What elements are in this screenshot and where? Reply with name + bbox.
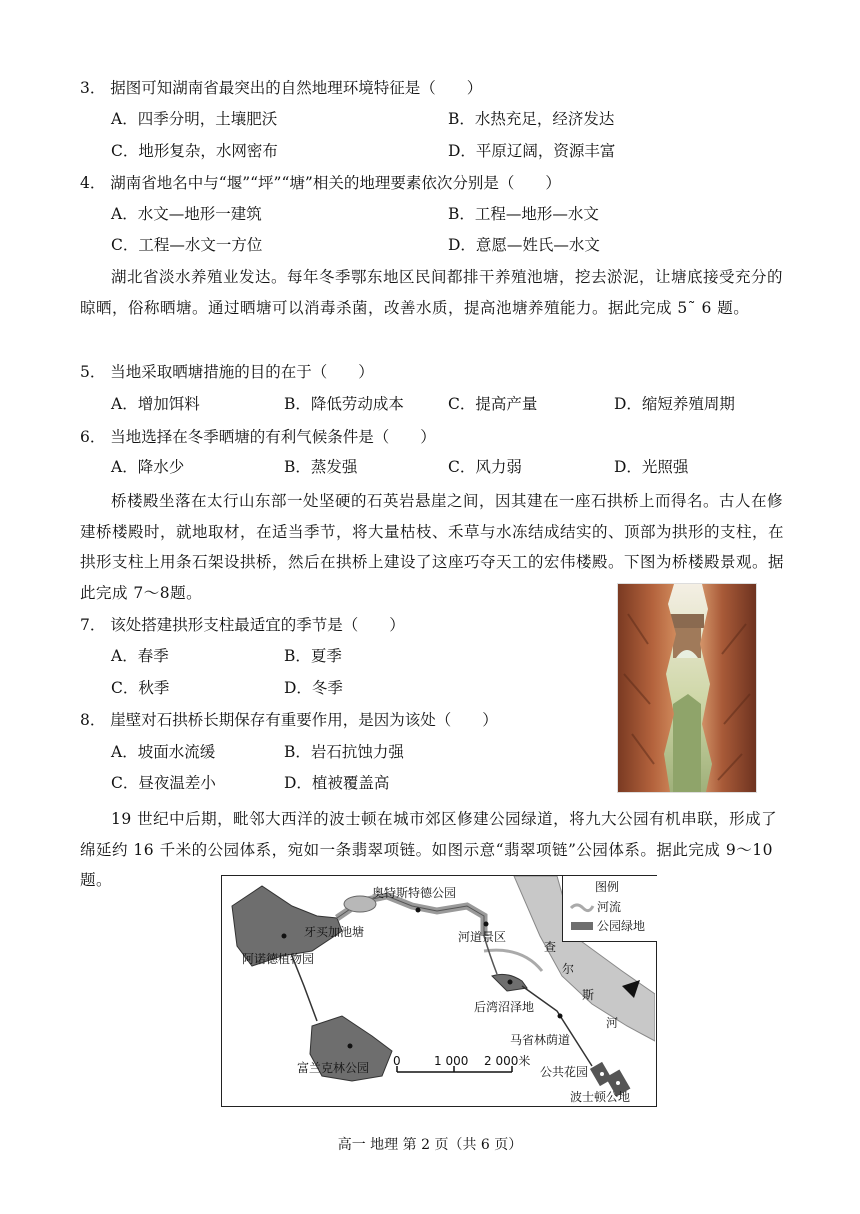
label-back-bay-fens: 后湾沼泽地 bbox=[474, 1000, 535, 1014]
legend-title: 图例 bbox=[595, 880, 620, 894]
q4-option-a: A．水文—地形一建筑 bbox=[111, 205, 262, 223]
q8-option-c: C．昼夜温差小 bbox=[111, 774, 216, 792]
q3-option-b: B．水热充足，经济发达 bbox=[448, 110, 615, 128]
q3-option-d: D．平原辽阔，资源丰富 bbox=[448, 142, 616, 160]
q5-option-c: C．提高产量 bbox=[448, 395, 538, 413]
q6-option-d: D．光照强 bbox=[614, 458, 689, 476]
label-olmsted-park: 奥特斯特德公园 bbox=[372, 886, 457, 900]
label-arnold-arboretum: 阿诺德植物园 bbox=[242, 952, 315, 966]
q6-option-b: B．蒸发强 bbox=[284, 458, 358, 476]
label-river-char-3: 斯 bbox=[582, 988, 595, 1002]
label-river-char-1: 查 bbox=[544, 940, 557, 954]
q5-stem: 5． 当地采取晒塘措施的目的在于（ ） bbox=[80, 363, 374, 381]
q7-option-b: B．夏季 bbox=[284, 647, 342, 665]
q5-option-b: B．降低劳动成本 bbox=[284, 395, 404, 413]
label-jamaica-pond: 牙买加池塘 bbox=[304, 925, 365, 939]
scale-label-2000: 2 000米 bbox=[484, 1054, 531, 1068]
q6-option-a: A．降水少 bbox=[111, 458, 185, 476]
q4-option-b: B．工程—地形—水文 bbox=[448, 205, 599, 223]
label-riverway: 河道景区 bbox=[458, 930, 507, 944]
label-boston-common: 波士顿公地 bbox=[570, 1090, 631, 1104]
label-public-garden: 公共花园 bbox=[540, 1065, 589, 1079]
passage-pond-drying: 湖北省淡水养殖业发达。每年冬季鄂东地区民间都排干养殖池塘，挖去淤泥，让塘底接受充分的晾晒，俗称晒塘。通过晒塘可以消毒杀菌，改善水质，提高池塘养殖能力。据此完成 5˜ 6 题。 bbox=[80, 268, 784, 317]
page-footer: 高一 地理 第 2 页（共 6 页） bbox=[337, 1137, 523, 1153]
q5-option-d: D．缩短养殖周期 bbox=[614, 395, 735, 413]
passage-bridge-hall: 桥楼殿坐落在太行山东部一处坚硬的石英岩悬崖之间，因其建在一座石拱桥上而得名。古人在修建桥楼殿时，就地取材，在适当季节，将大量枯枝、禾草与水冻结成结实的、顶部为拱形的支柱，在拱形支柱上用条石架设拱桥，然后在拱桥上建设了这座巧夺天工的宏伟楼殿。下图为桥楼殿景观。据此完成 7～8题。 bbox=[80, 492, 785, 602]
label-river-char-2: 尔 bbox=[562, 962, 575, 976]
label-river-char-4: 河 bbox=[606, 1016, 619, 1030]
q3-option-a: A．四季分明，土壤肥沃 bbox=[111, 110, 278, 128]
q4-option-d: D．意愿—姓氏—水文 bbox=[448, 236, 600, 254]
map-legend bbox=[562, 876, 657, 942]
q7-stem: 7． 该处搭建拱形支柱最适宜的季节是（ ） bbox=[80, 616, 405, 634]
q3-option-c: C．地形复杂，水网密布 bbox=[111, 142, 278, 160]
bridge-hall-photo bbox=[617, 583, 757, 793]
scale-label-0: 0 bbox=[393, 1054, 401, 1068]
q4-stem: 4． 湖南省地名中与“堰”“坪”“塘”相关的地理要素依次分别是（ ） bbox=[80, 174, 561, 192]
passage-emerald-necklace: 19 世纪中后期，毗邻大西洋的波士顿在城市郊区修建公园绿道，将九大公园有机串联，形成了绵延约 16 千米的公园体系，宛如一条翡翠项链。如图示意“翡翠项链”公园体系。据此完成 9～10 题。 bbox=[80, 810, 778, 889]
q6-stem: 6． 当地选择在冬季晒塘的有利气候条件是（ ） bbox=[80, 428, 436, 446]
scale-label-1000: 1 000 bbox=[434, 1054, 469, 1068]
q7-option-a: A．春季 bbox=[111, 647, 169, 665]
q3-stem: 3． 据图可知湖南省最突出的自然地理环境特征是（ ） bbox=[80, 79, 483, 97]
label-commonwealth-mall: 马省林荫道 bbox=[510, 1033, 571, 1047]
emerald-necklace-map bbox=[221, 875, 657, 1107]
legend-park: 公园绿地 bbox=[597, 919, 646, 933]
q8-option-d: D．植被覆盖高 bbox=[284, 774, 390, 792]
q7-option-c: C．秋季 bbox=[111, 679, 170, 697]
q6-option-c: C．风力弱 bbox=[448, 458, 522, 476]
legend-river: 河流 bbox=[597, 900, 622, 914]
q8-option-a: A．坡面水流缓 bbox=[111, 743, 216, 761]
q4-option-c: C．工程—水文一方位 bbox=[111, 236, 263, 254]
label-franklin-park: 富兰克林公园 bbox=[297, 1061, 370, 1075]
q7-option-d: D．冬季 bbox=[284, 679, 343, 697]
q8-stem: 8． 崖壁对石拱桥长期保存有重要作用，是因为该处（ ） bbox=[80, 711, 498, 729]
q5-option-a: A．增加饵料 bbox=[111, 395, 200, 413]
q8-option-b: B．岩石抗蚀力强 bbox=[284, 743, 404, 761]
